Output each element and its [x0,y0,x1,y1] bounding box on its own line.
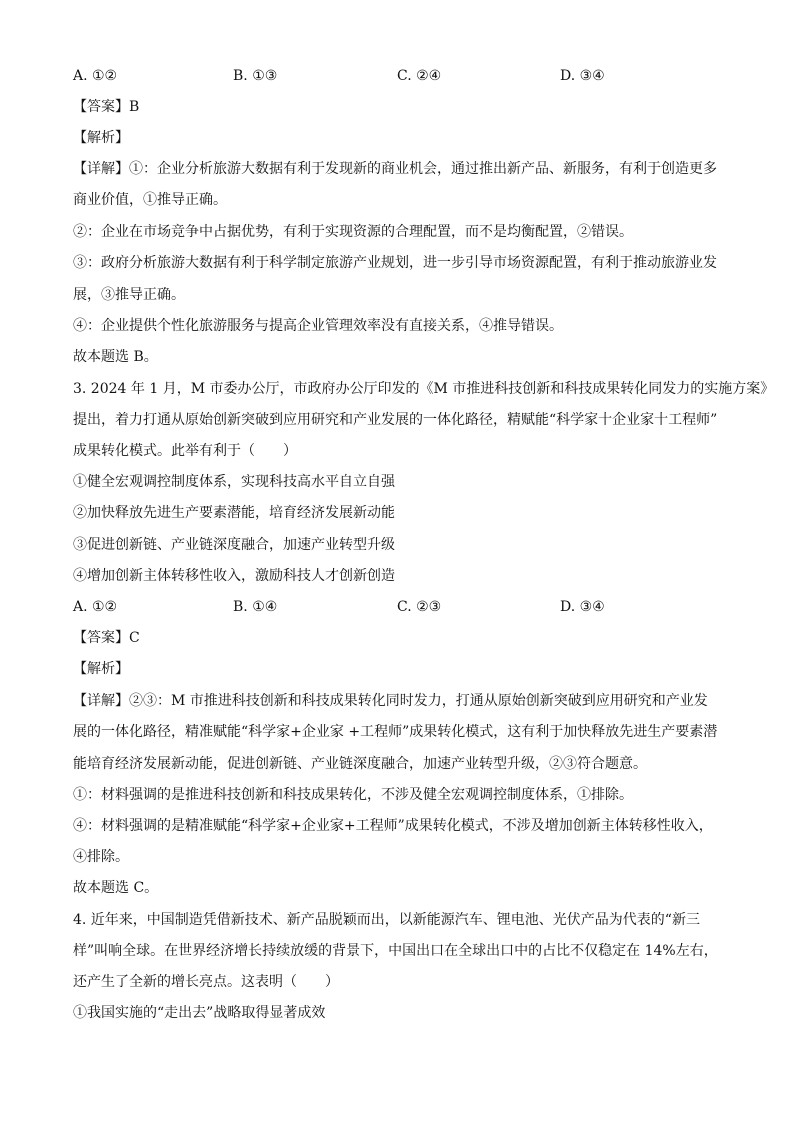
q2-detail-line: 商业价值，①推导正确。 [73,192,227,208]
q3-stem-line: 成果转化模式。此举有利于（ ） [73,443,297,459]
q2-option-c: C. ②④ [397,68,442,84]
q3-statement: ④增加创新主体转移性收入，激励科技人才创新创造 [73,568,395,584]
q2-detail-line: ④：企业提供个性化旅游服务与提高企业管理效率没有直接关系，④推导错误。 [73,318,563,334]
q4-stem-line: 4. 近年来，中国制造凭借新技术、新产品脱颖而出，以新能源汽车、锂电池、光伏产品为代表的“新三 [73,912,700,928]
q3-statement: ①健全宏观调控制度体系，实现科技高水平自立自强 [73,474,395,490]
q3-option-d: D. ③④ [560,599,605,615]
q2-conclusion: 故本题选 B。 [73,349,158,365]
q2-option-d: D. ③④ [560,68,605,84]
q3-analysis-heading: 【解析】 [73,661,129,677]
q2-analysis-heading: 【解析】 [73,130,129,146]
q3-statement: ③促进创新链、产业链深度融合，加速产业转型升级 [73,537,395,553]
q3-detail-line: 能培育经济发展新动能，促进创新链、产业链深度融合，加速产业转型升级，②③符合题意。 [73,756,647,772]
q3-answer: 【答案】C [73,630,140,646]
q3-detail-line: 展的一体化路径，精准赋能“科学家+企业家 +工程师”成果转化模式，这有利于加快释放先进生产要素潜 [73,724,718,740]
q4-stem-line: 还产生了全新的增长亮点。这表明（ ） [73,974,339,990]
q2-detail-line: 展，③推导正确。 [73,287,185,303]
q2-option-b: B. ①③ [233,68,278,84]
q4-stem-line: 样”叫响全球。在世界经济增长持续放缓的背景下，中国出口在全球出口中的占比不仅稳定在 14%左右， [73,943,718,959]
q2-detail-line: ②：企业在市场竞争中占据优势，有利于实现资源的合理配置，而不是均衡配置，②错误。 [73,224,633,240]
q3-statement: ②加快释放先进生产要素潜能，培育经济发展新动能 [73,505,395,521]
q2-detail-line: 【详解】①：企业分析旅游大数据有利于发现新的商业机会，通过推出新产品、新服务，有利于创造更多 [73,161,717,177]
q2-option-a: A. ①② [73,68,118,84]
q2-answer: 【答案】B [73,99,140,115]
q3-option-c: C. ②③ [397,599,442,615]
q3-stem-line: 提出，着力打通从原始创新突破到应用研究和产业发展的一体化路径，精赋能“科学家十企业家十工程师” [73,412,718,428]
q4-statement: ①我国实施的“走出去”战略取得显著成效 [73,1005,326,1021]
q3-detail-line: ④：材料强调的是精准赋能“科学家+企业家+工程师”成果转化模式，不涉及增加创新主体转移性收入， [73,818,713,834]
q3-conclusion: 故本题选 C。 [73,880,159,896]
q3-detail-line: ④排除。 [73,849,129,865]
q3-detail-line: ①：材料强调的是推进科技创新和科技成果转化，不涉及健全宏观调控制度体系，①排除。 [73,787,633,803]
q2-detail-line: ③：政府分析旅游大数据有利于科学制定旅游产业规划，进一步引导市场资源配置，有利于推动旅游业发 [73,255,717,271]
q3-detail-line: 【详解】②③：M 市推进科技创新和科技成果转化同时发力，打通从原始创新突破到应用研究和产业发 [73,693,708,709]
q3-stem-line: 3. 2024 年 1 月，M 市委办公厅，市政府办公厅印发的《M 市推进科技创新和科技成果转化同发力的实施方案》 [73,381,775,397]
q3-option-b: B. ①④ [233,599,278,615]
q3-option-a: A. ①② [73,599,118,615]
